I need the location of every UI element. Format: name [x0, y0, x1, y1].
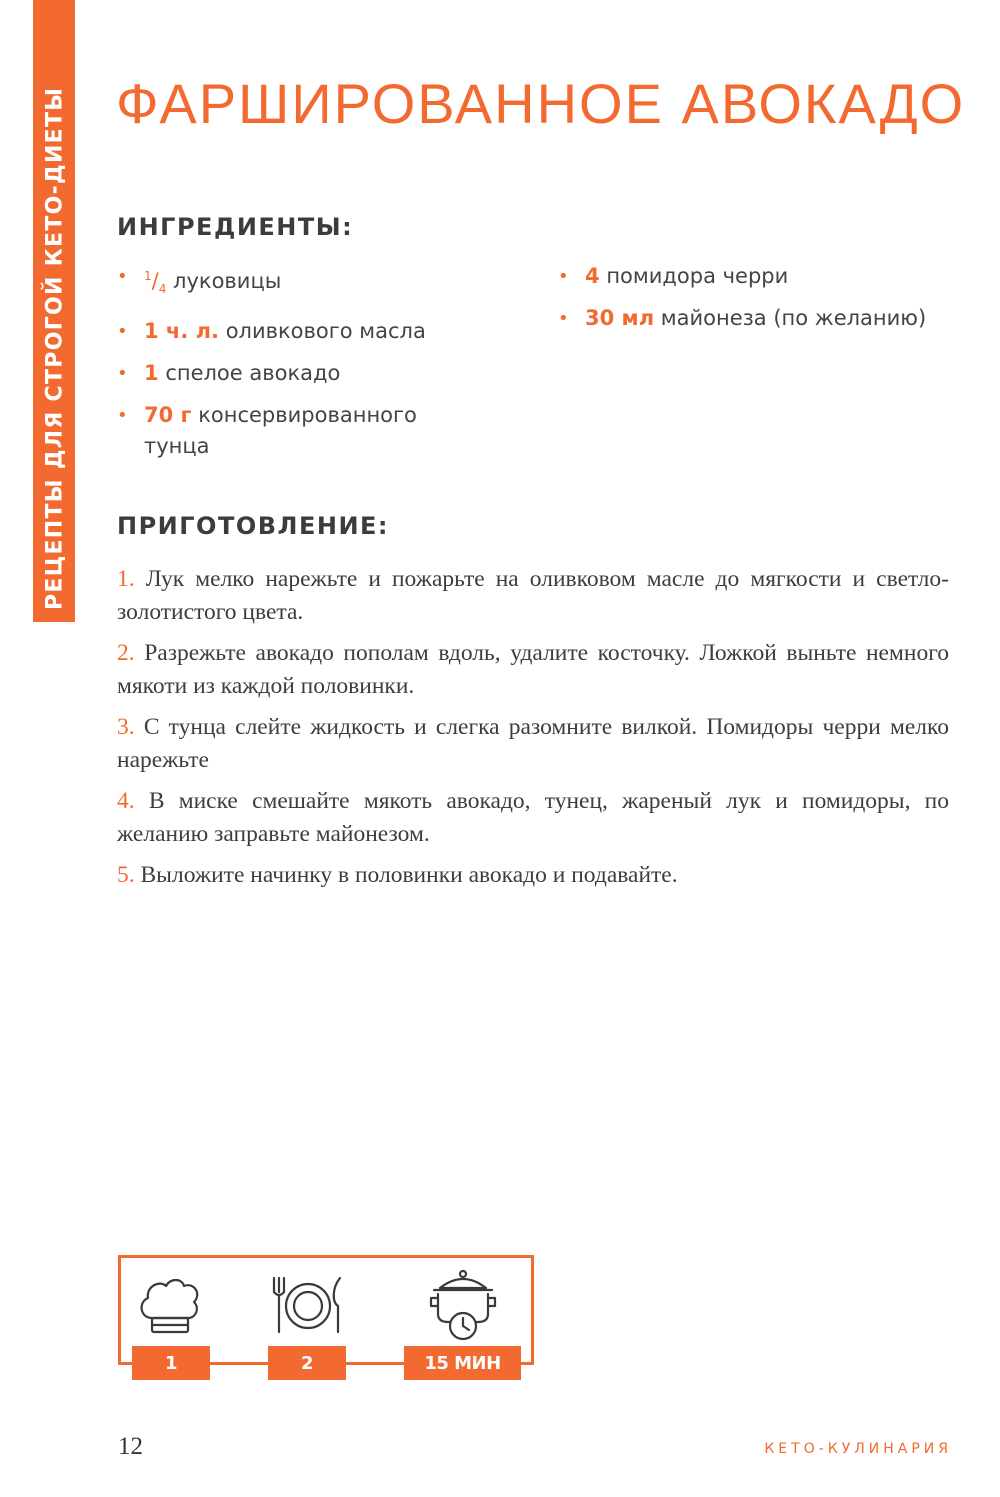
ingredient-qty: 1: [144, 361, 159, 386]
ingredient-qty: 4: [585, 264, 600, 288]
step-item: [117, 859, 949, 892]
ingredient-item: [558, 303, 978, 334]
step-number: 4.: [117, 788, 135, 814]
ingredient-fraction: $^1/_4$: [144, 269, 167, 297]
recipe-title: ФАРШИРОВАННОЕ АВОКАДО: [116, 72, 966, 135]
step-text: Разрежьте авокадо пополам вдоль, удалите косточку. Ложкой выньте немного мякоти из каждой половинки.: [117, 640, 949, 699]
ingredient-qty: 1 ч. л.: [144, 319, 219, 344]
step-text: Лук мелко нарежьте и пожарьте на оливковом масле до мягкости и светло-золотистого цвета.: [117, 566, 949, 625]
book-title-footer: КЕТО-КУЛИНАРИЯ: [764, 1441, 952, 1457]
pot-timer-icon: [428, 1268, 498, 1344]
time-label: 15 МИН: [404, 1346, 521, 1380]
step-text: Выложите начинку в половинки авокадо и подавайте.: [140, 862, 678, 888]
ingredient-item: [117, 261, 517, 305]
ingredient-item: [117, 400, 444, 462]
ingredient-qty: 30 мл: [585, 306, 655, 330]
ingredient-text: консервированного тунца: [144, 403, 417, 459]
ingredient-text: помидора черри: [606, 264, 789, 288]
ingredient-text: луковицы: [173, 269, 282, 293]
ingredient-item: [117, 358, 517, 389]
chef-hat-icon: [136, 1274, 204, 1338]
plate-cutlery-icon: [268, 1274, 348, 1338]
ingredient-qty: 70 г: [144, 403, 192, 428]
ingredient-text: оливкового масла: [225, 319, 426, 344]
ingredients-heading: ИНГРЕДИЕНТЫ:: [117, 213, 354, 241]
step-item: [117, 785, 949, 851]
step-text: В миске смешайте мякоть авокадо, тунец, жареный лук и помидоры, по желанию заправьте майонезом.: [117, 788, 950, 847]
preparation-heading: ПРИГОТОВЛЕНИЕ:: [117, 512, 390, 540]
ingredients-list-left: [117, 261, 517, 473]
ingredient-item: [558, 261, 978, 292]
sidebar-label: РЕЦЕПТЫ ДЛЯ СТРОГОЙ КЕТО-ДИЕТЫ: [42, 86, 68, 610]
step-number: 2.: [117, 640, 135, 666]
ingredients-list-right: [558, 261, 978, 345]
step-item: [117, 711, 949, 777]
ingredient-item: [117, 316, 517, 347]
page-number: 12: [118, 1433, 143, 1460]
step-item: [117, 563, 949, 629]
difficulty-label: 1: [132, 1346, 210, 1380]
servings-label: 2: [268, 1346, 346, 1380]
step-number: 5.: [117, 862, 135, 888]
step-item: [117, 637, 949, 703]
step-number: 1.: [117, 566, 135, 592]
ingredient-text: спелое авокадо: [165, 361, 341, 386]
step-number: 3.: [117, 714, 135, 740]
step-text: С тунца слейте жидкость и слегка разомните вилкой. Помидоры черри мелко нарежьте: [117, 714, 950, 773]
preparation-steps: [117, 563, 949, 900]
ingredient-text: майонеза (по желанию): [660, 306, 927, 330]
